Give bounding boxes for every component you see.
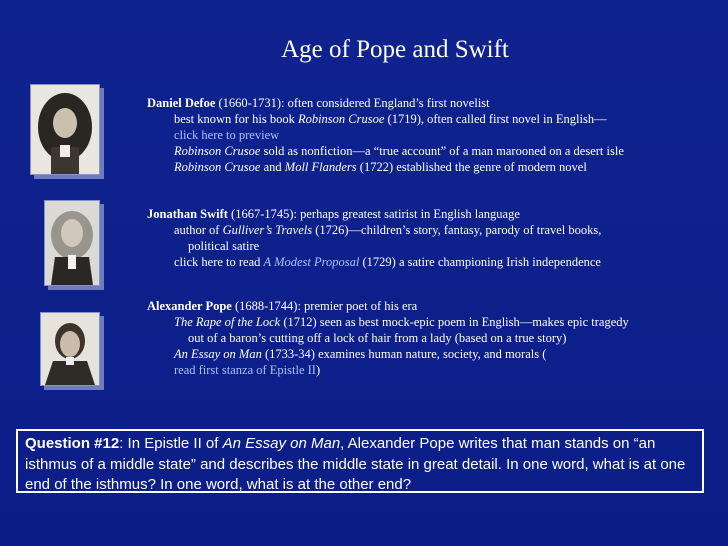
question-label: Question #12 [25, 435, 120, 452]
book-title: Robinson Crusoe [174, 160, 261, 174]
text: (1726)—children’s story, fantasy, parody of travel books, [312, 223, 602, 237]
text: (1722) established the genre of modern novel [356, 160, 587, 174]
book-title: Robinson Crusoe [174, 144, 261, 158]
swift-dates: (1667-1745): perhaps greatest satirist in English language [227, 207, 520, 221]
text: author of [174, 223, 223, 237]
pope-line-4 [147, 362, 707, 378]
question-box [16, 429, 704, 493]
swift-line-2: political satire [188, 239, 260, 253]
text: ) [315, 363, 321, 377]
text: best known for his book [174, 112, 298, 126]
modest-proposal-link[interactable]: A Modest Proposal [263, 255, 360, 269]
defoe-line-1 [147, 111, 707, 127]
swift-heading [147, 206, 707, 222]
book-title: The Rape of the Lock [174, 315, 281, 329]
question-book-title: An Essay on Man [222, 435, 341, 452]
swift-name: Jonathan Swift [147, 207, 228, 221]
defoe-line-4 [147, 159, 707, 175]
question-text: : In Epistle II of [119, 435, 223, 452]
pope-dates: (1688-1744): premier poet of his era [231, 299, 418, 313]
book-title: Robinson Crusoe [297, 112, 385, 126]
text: click here to read [174, 255, 264, 269]
swift-line-3 [147, 254, 707, 270]
pope-portrait-icon [40, 312, 100, 386]
defoe-line-2 [147, 127, 707, 143]
text: and [260, 160, 285, 174]
defoe-line-3 [147, 143, 707, 159]
defoe-heading [147, 95, 707, 111]
text: (1712) seen as best mock-epic poem in English—makes epic tragedy [280, 315, 629, 329]
defoe-preview-link[interactable]: click here to preview [174, 128, 280, 142]
defoe-name: Daniel Defoe [147, 96, 216, 110]
swift-line-1 [147, 222, 707, 238]
pope-line-3 [147, 346, 707, 362]
text: (1729) a satire championing Irish independence [359, 255, 601, 269]
pope-heading [147, 298, 707, 314]
swift-entry [147, 206, 707, 270]
swift-portrait-icon [44, 200, 100, 286]
question-text: , Alexander Pope writes that man stands on “an isthmus of a middle state” and describes the middle state in great detail. In one word, what is at one end of the isthmus? In one word, what is at the other end? [25, 435, 686, 493]
book-title: An Essay on Man [174, 347, 262, 361]
pope-line-2: out of a baron’s cutting off a lock of hair from a lady (based on a true story) [188, 331, 567, 345]
pope-name: Alexander Pope [147, 299, 232, 313]
text: (1719), often called first novel in English— [384, 112, 607, 126]
text: sold as nonfiction—a “true account” of a man marooned on a desert isle [260, 144, 624, 158]
defoe-entry [147, 95, 707, 175]
text: (1733-34) examines human nature, society, and morals ( [261, 347, 547, 361]
defoe-dates: (1660-1731): often considered England’s first novelist [215, 96, 490, 110]
slide-title: Age of Pope and Swift [281, 36, 509, 63]
book-title: Gulliver’s Travels [222, 223, 313, 237]
pope-line-1 [147, 314, 707, 330]
pope-entry [147, 298, 707, 378]
defoe-portrait-icon [30, 84, 100, 175]
epistle-ii-link[interactable]: read first stanza of Epistle II [174, 363, 316, 377]
book-title: Moll Flanders [284, 160, 357, 174]
